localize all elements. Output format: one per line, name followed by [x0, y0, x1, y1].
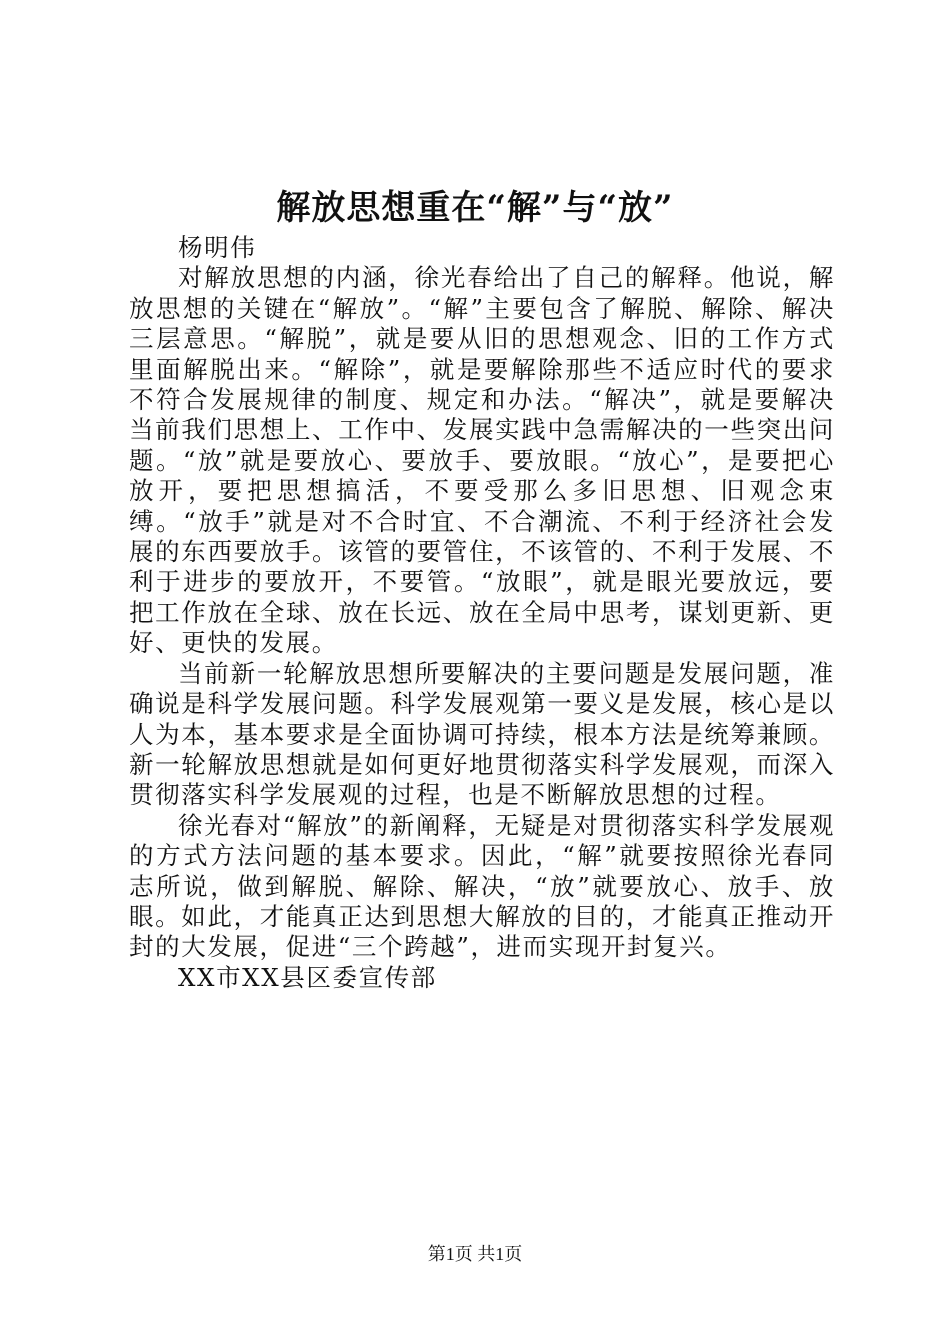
document-body [129, 233, 835, 993]
paragraph-1: 对解放思想的内涵，徐光春给出了自己的解释。他说，解放思想的关键在“解放”。“解”主要包含了解脱、解除、解决三层意思。“解脱”，就是要从旧的思想观念、旧的工作方式里面解脱出来。“解除”，就是要解除那些不适应时代的要求不符合发展规律的制度、规定和办法。“解决”，就是要解决当前我们思想上、工作中、发展实践中急需解决的一些突出问题。“放”就是要放心、要放手、要放眼。“放心”，是要把心放开，要把思想搞活，不要受那么多旧思想、旧观念束缚。“放手”就是对不合时宜、不合潮流、不利于经济社会发展的东西要放手。该管的要管住，不该管的、不利于发展、不利于进步的要放开，不要管。“放眼”，就是眼光要放远，要把工作放在全球、放在长远、放在全局中思考，谋划更新、更好、更快的发展。 [129, 263, 835, 658]
author-name: 杨明伟 [178, 233, 257, 262]
organization-name: XX市XX县区委宣传部 [178, 962, 437, 992]
paragraph-3: 徐光春对“解放”的新阐释，无疑是对贯彻落实科学发展观的方式方法问题的基本要求。因此，“解”就要按照徐光春同志所说，做到解脱、解除、解决，“放”就要放心、放手、放眼。如此，才能真正达到思想大解放的目的，才能真正推动开封的大发展，促进“三个跨越”，进而实现开封复兴。 [129, 810, 835, 962]
page-number-footer: 第1页 共1页 [427, 1244, 523, 1264]
paragraph-2: 当前新一轮解放思想所要解决的主要问题是发展问题，准确说是科学发展问题。科学发展观第一要义是发展，核心是以人为本，基本要求是全面协调可持续，根本方法是统筹兼顾。新一轮解放思想就是如何更好地贯彻落实科学发展观，而深入贯彻落实科学发展观的过程，也是不断解放思想的过程。 [129, 658, 835, 810]
document-title: 解放思想重在“解”与“放” [276, 188, 674, 228]
